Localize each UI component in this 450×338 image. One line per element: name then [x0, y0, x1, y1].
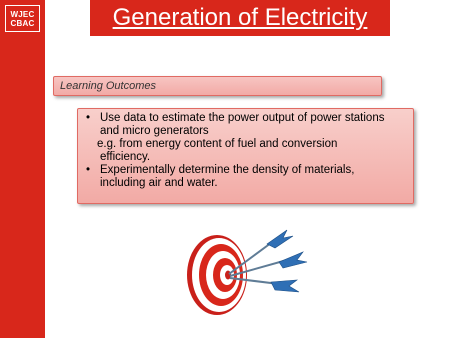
- learning-outcomes-header: [53, 76, 382, 96]
- outcome-1-sub-1: e.g. from energy content of fuel and conversion: [97, 138, 338, 150]
- outcome-item: [86, 112, 407, 164]
- bullet-icon: •: [86, 164, 91, 176]
- dartboard: [187, 235, 247, 315]
- page-title: Generation of Electricity: [112, 4, 368, 31]
- outcome-item: [86, 164, 407, 190]
- outcome-2-line-1: Experimentally determine the density of materials,: [100, 164, 355, 176]
- outcome-2-line-2: including air and water.: [100, 177, 218, 189]
- title-bar: [90, 0, 390, 36]
- learning-outcomes-label: Learning Outcomes: [60, 80, 156, 92]
- logo-line-2: CBAC: [10, 18, 35, 28]
- wjec-cbac-logo: [5, 5, 40, 32]
- logo-line-1: WJEC: [10, 9, 35, 19]
- outcome-1-line-1: Use data to estimate the power output of power stations: [100, 112, 385, 124]
- outcome-1-sub-2: efficiency.: [100, 151, 151, 163]
- learning-outcomes-box: [77, 108, 414, 204]
- target-with-darts-icon: [183, 222, 323, 332]
- bullet-icon: •: [86, 112, 91, 124]
- sidebar: [0, 0, 45, 338]
- outcome-1-line-2: and micro generators: [100, 125, 209, 137]
- sidebar-caption: [5, 200, 41, 330]
